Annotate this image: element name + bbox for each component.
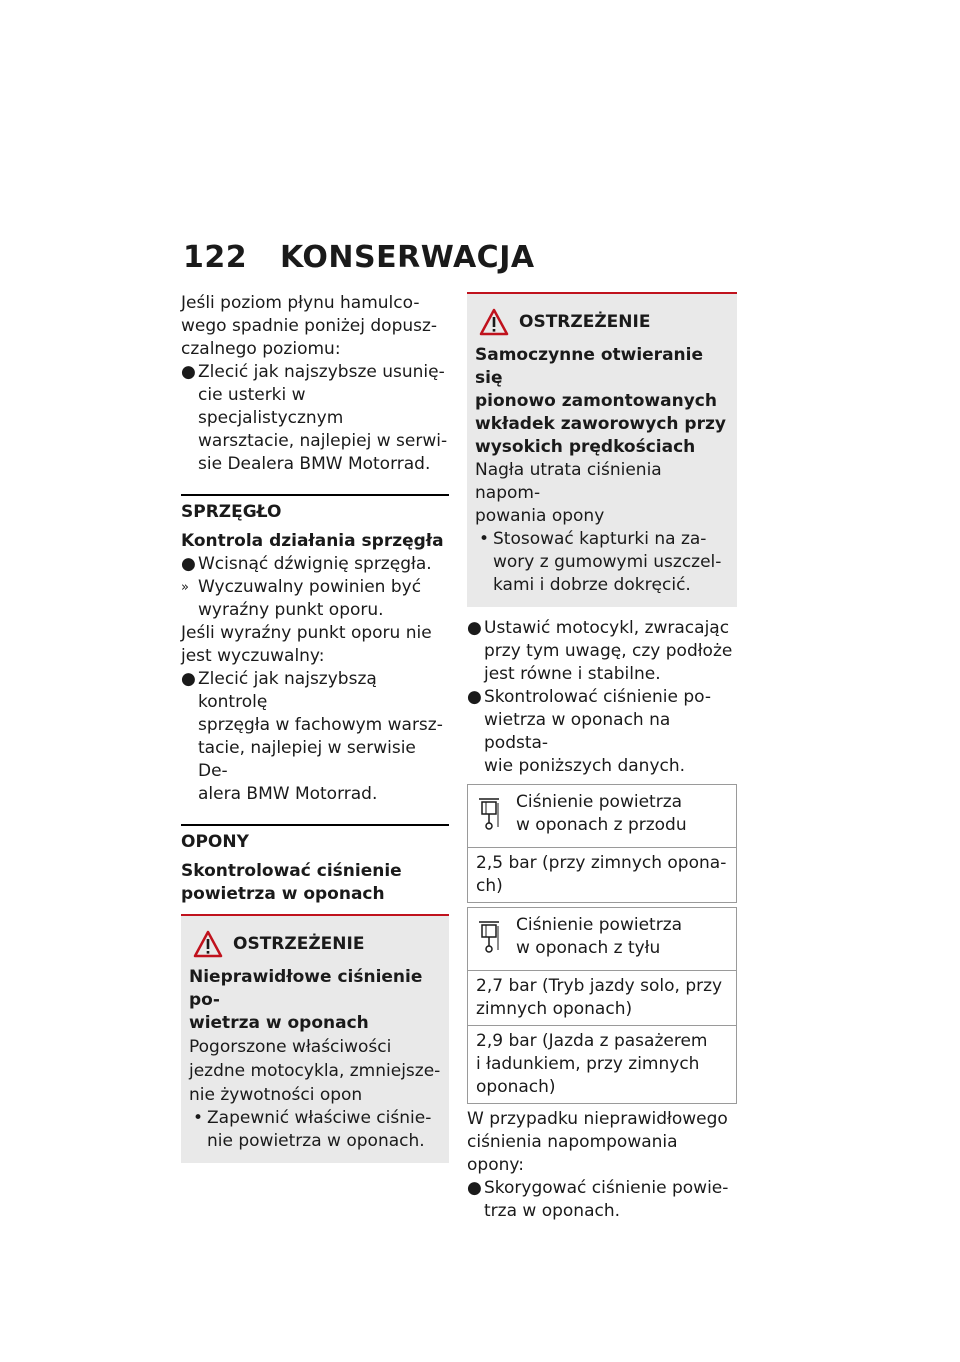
tyres-heading: OPONY	[181, 824, 449, 854]
page-header	[183, 240, 535, 275]
left-column	[181, 292, 449, 1163]
clutch-heading: SPRZĘGŁO	[181, 494, 449, 524]
warning-box-tyre-pressure	[181, 914, 449, 1163]
step-bullet-1: ● Ustawić motocykl, zwracając przy tym uwagę, czy podłoże jest równe i stabilne.	[467, 618, 733, 684]
front-pressure-label: Ciśnienie powietrza w oponach z przodu	[516, 792, 687, 835]
warning-title: OSTRZEŻENIE	[475, 308, 729, 336]
warning-triangle-icon	[479, 308, 509, 336]
warning-title: OSTRZEŻENIE	[189, 930, 441, 958]
intro-text: Jeśli poziom płynu hamulco- wego spadnie poniżej dopusz- czalnego poziomu:	[181, 293, 438, 359]
warning-subtitle: Nieprawidłowe ciśnienie po- wietrza w oponach	[189, 967, 423, 1033]
step-bullet-2: ● Skontrolować ciśnienie po- wietrza w oponach na podsta- wie poniższych danych.	[467, 687, 711, 776]
tyre-pressure-gauge-icon	[476, 917, 502, 955]
step-bullet-3: ● Skorygować ciśnienie powie- trza w oponach.	[467, 1178, 729, 1221]
rear-pressure-value-solo: 2,7 bar (Tryb jazdy solo, przy zimnych oponach)	[468, 970, 736, 1025]
rear-pressure-label-row	[468, 908, 736, 970]
warning-text: Nagła utrata ciśnienia napom- powania opony	[475, 460, 662, 526]
clutch-result: » Wyczuwalny powinien być wyraźny punkt oporu.	[181, 577, 422, 620]
incorrect-pressure-text: W przypadku nieprawidłowego ciśnienia napompowania opony:	[467, 1109, 728, 1175]
clutch-subheading: Kontrola działania sprzęgła	[181, 531, 444, 551]
warning-subtitle: Samoczynne otwieranie się pionowo zamontowanych wkładek zaworowych przy wysokich prędkościach	[475, 345, 726, 457]
page-number: 122	[183, 240, 248, 275]
tyre-pressure-gauge-icon	[476, 794, 502, 832]
front-pressure-label-row	[468, 785, 736, 847]
warning-bullet: • Stosować kapturki na za- wory z gumowymi uszczel- kami i dobrze dokręcić.	[479, 529, 722, 595]
clutch-bullet-2: ● Zlecić jak najszybszą kontrolę sprzęgła w fachowym warsz- tacie, najlepiej w serwisie De- alera BMW Motorrad.	[181, 669, 443, 804]
warning-triangle-icon	[193, 930, 223, 958]
warning-box-valve-inserts	[467, 292, 737, 607]
rear-pressure-table	[467, 907, 737, 1104]
warning-text: Pogorszone właściwości jezdne motocykla, zmniejsze- nie żywotności opon	[189, 1037, 441, 1105]
front-pressure-table	[467, 784, 737, 903]
intro-bullet: ● Zlecić jak najszybsze usunię- cie usterki w specjalistycznym warsztacie, najlepiej w serwi- sie Dealera BMW Motorrad.	[181, 362, 448, 474]
front-pressure-value: 2,5 bar (przy zimnych opona- ch)	[468, 847, 736, 902]
clutch-bullet: ● Wcisnąć dźwignię sprzęgła.	[181, 554, 432, 574]
chapter-title: KONSERWACJA	[280, 240, 535, 275]
tyres-subheading: Skontrolować ciśnienie powietrza w oponach	[181, 861, 402, 904]
warning-bullet: • Zapewnić właściwe ciśnie- nie powietrza w oponach.	[193, 1108, 432, 1151]
rear-pressure-value-loaded: 2,9 bar (Jazda z pasażerem i ładunkiem, przy zimnych oponach)	[468, 1025, 736, 1103]
clutch-condition: Jeśli wyraźny punkt oporu nie jest wyczuwalny:	[181, 623, 432, 666]
right-column	[467, 292, 737, 1223]
rear-pressure-label: Ciśnienie powietrza w oponach z tyłu	[516, 915, 683, 958]
